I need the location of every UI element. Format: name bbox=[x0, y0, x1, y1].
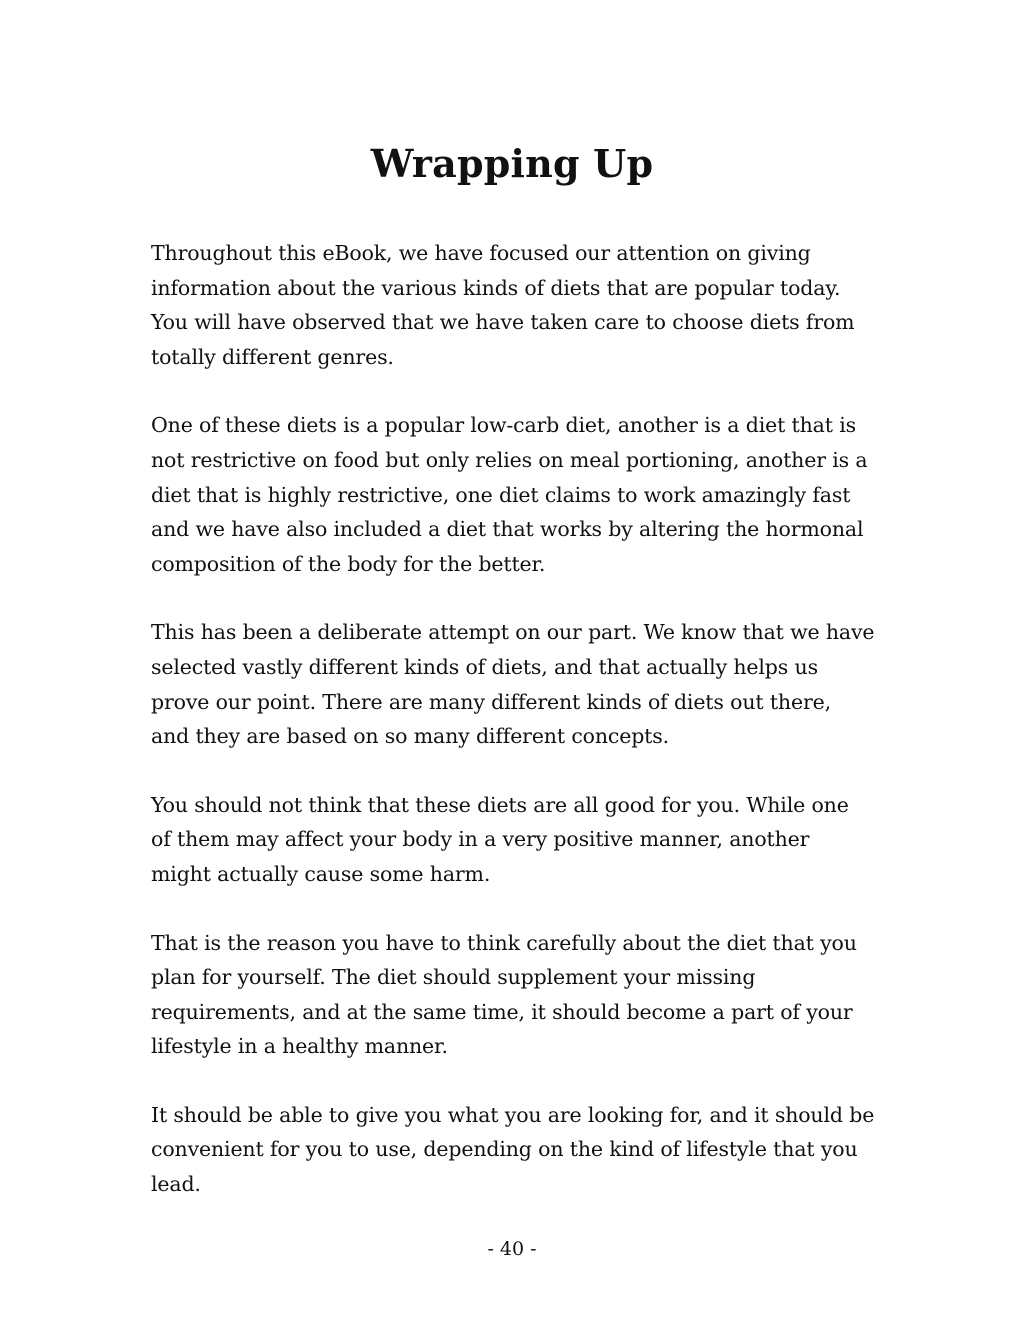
body-text bbox=[151, 236, 881, 1236]
text-line: That is the reason you have to think carefully about the diet that you bbox=[151, 930, 857, 955]
text-line: information about the various kinds of diets that are popular today. bbox=[151, 275, 841, 300]
text-line: lifestyle in a healthy manner. bbox=[151, 1034, 448, 1059]
page-number: - 40 - bbox=[487, 1238, 537, 1260]
text-line: and they are based on so many different concepts. bbox=[151, 724, 670, 749]
paragraph-6 bbox=[151, 1098, 881, 1202]
paragraph-3 bbox=[151, 615, 881, 753]
text-line: It should be able to give you what you are looking for, and it should be bbox=[151, 1102, 875, 1127]
paragraph-5 bbox=[151, 926, 881, 1064]
text-line: diet that is highly restrictive, one diet claims to work amazingly fast bbox=[151, 482, 851, 507]
page-title: Wrapping Up bbox=[370, 141, 654, 186]
text-line: This has been a deliberate attempt on our part. We know that we have bbox=[151, 620, 875, 645]
paragraph-2 bbox=[151, 408, 881, 581]
text-line: and we have also included a diet that works by altering the hormonal bbox=[151, 517, 864, 542]
text-line: One of these diets is a popular low-carb diet, another is a diet that is bbox=[151, 413, 856, 438]
text-line: might actually cause some harm. bbox=[151, 861, 491, 886]
text-line: totally different genres. bbox=[151, 344, 394, 369]
text-line: not restrictive on food but only relies on meal portioning, another is a bbox=[151, 447, 868, 472]
paragraph-1 bbox=[151, 236, 881, 374]
text-line: composition of the body for the better. bbox=[151, 551, 546, 576]
text-line: lead. bbox=[151, 1172, 201, 1197]
text-line: Throughout this eBook, we have focused our attention on giving bbox=[151, 241, 811, 265]
text-line: selected vastly different kinds of diets, and that actually helps us bbox=[151, 654, 818, 679]
text-line: You should not think that these diets are all good for you. While one bbox=[151, 792, 849, 817]
paragraph-4 bbox=[151, 788, 881, 892]
text-line: convenient for you to use, depending on the kind of lifestyle that you bbox=[151, 1137, 858, 1162]
text-line: plan for yourself. The diet should supplement your missing bbox=[151, 965, 756, 990]
text-line: You will have observed that we have taken care to choose diets from bbox=[151, 310, 855, 335]
text-line: requirements, and at the same time, it should become a part of your bbox=[151, 999, 853, 1024]
text-line: of them may affect your body in a very positive manner, another bbox=[151, 827, 810, 852]
text-line: prove our point. There are many different kinds of diets out there, bbox=[151, 689, 831, 714]
